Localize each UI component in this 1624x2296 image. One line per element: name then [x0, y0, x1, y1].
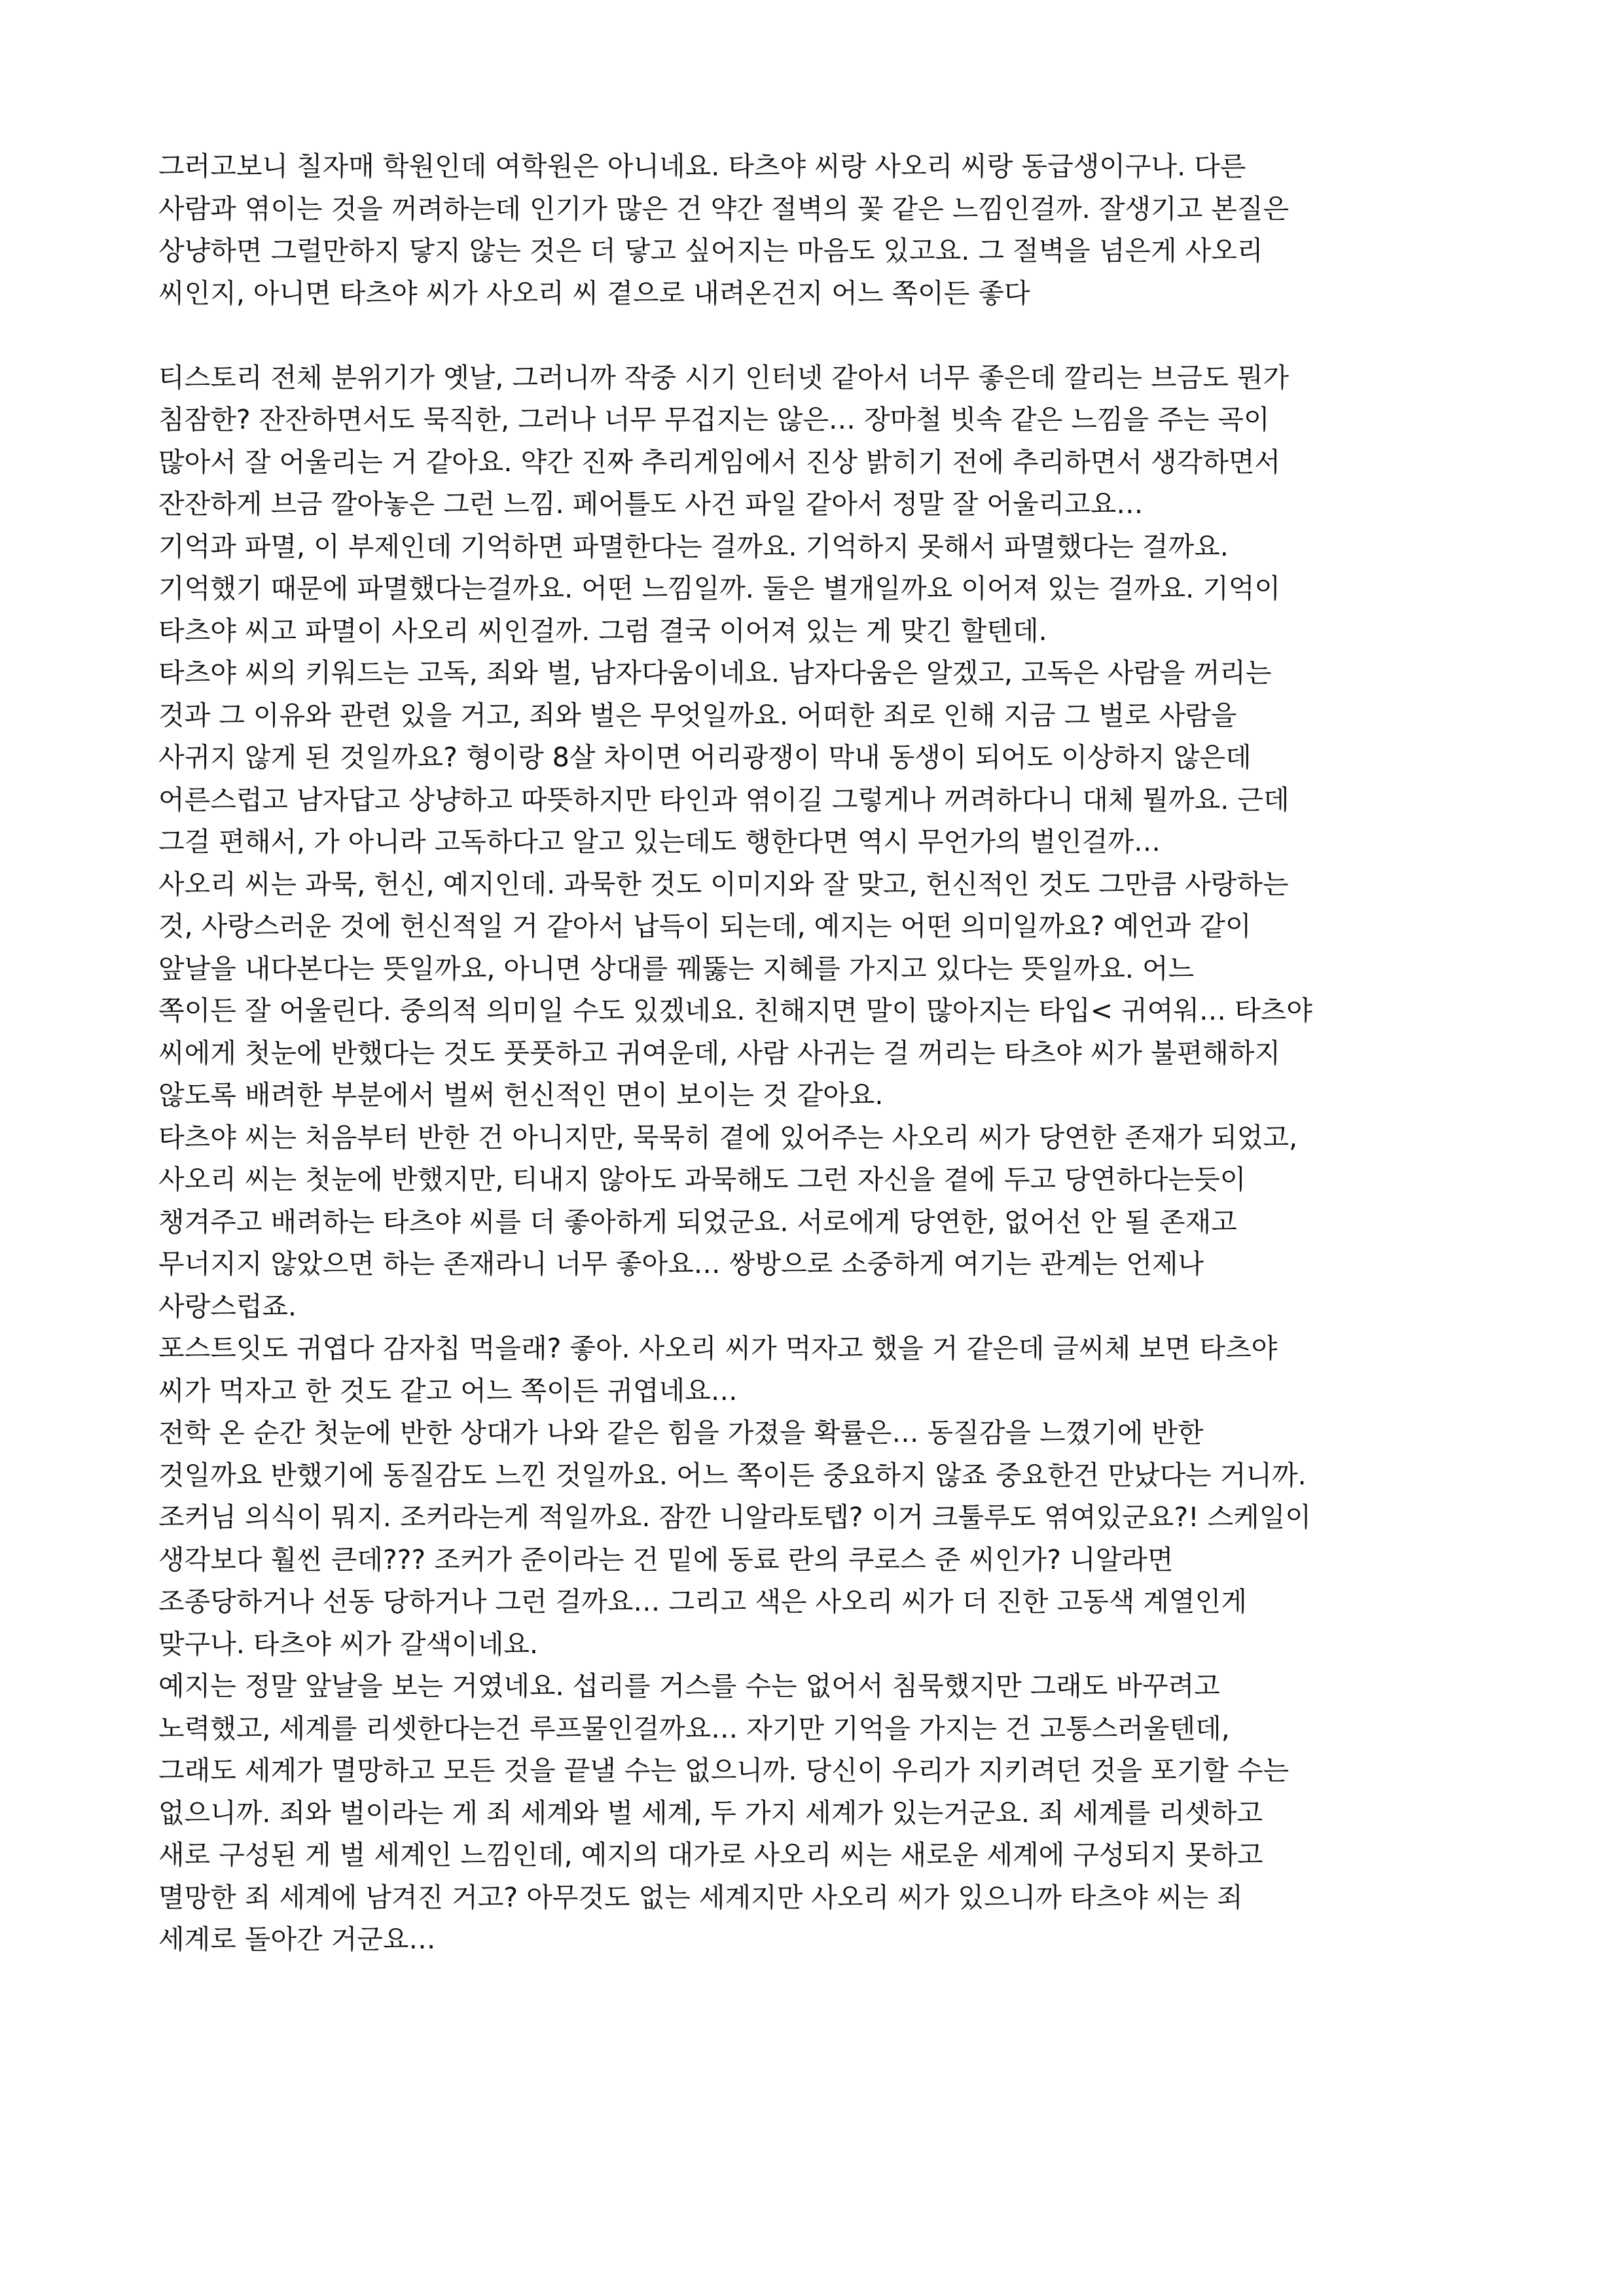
text-line: 맞구나. 타츠야 씨가 갈색이네요. — [158, 1628, 539, 1660]
text-line: 사귀지 않게 된 것일까요? 형이랑 8살 차이면 어리광쟁이 막내 동생이 되어도 이상하지 않은데 — [158, 742, 1252, 773]
text-line: 포스트잇도 귀엽다 감자칩 먹을래? 좋아. 사오리 씨가 먹자고 했을 거 같은데 글씨체 보면 타츠야 — [158, 1333, 1278, 1364]
text-line: 사오리 씨는 과묵, 헌신, 예지인데. 과묵한 것도 이미지와 잘 맞고, 헌신적인 것도 그만큼 사랑하는 — [158, 868, 1289, 900]
text-line: 앞날을 내다본다는 뜻일까요, 아니면 상대를 꿰뚫는 지혜를 가지고 있다는 뜻일까요. 어느 — [158, 952, 1195, 984]
paragraph-gap — [158, 314, 1468, 357]
document-body — [158, 145, 1468, 1961]
text-line: 쪽이든 잘 어울린다. 중의적 의미일 수도 있겠네요. 친해지면 말이 많아지는 타입< 귀여워… 타츠야 — [158, 995, 1312, 1026]
text-line: 그걸 편해서, 가 아니라 고독하다고 알고 있는데도 행한다면 역시 무언가의 벌인걸까… — [158, 826, 1161, 857]
text-line: 어른스럽고 남자답고 상냥하고 따뜻하지만 타인과 엮이길 그렇게나 꺼려하다니 대체 뭘까요. 근데 — [158, 783, 1290, 816]
text-line: 타츠야 씨는 처음부터 반한 건 아니지만, 묵묵히 곁에 있어주는 사오리 씨가 당연한 존재가 되었고, — [158, 1121, 1298, 1153]
text-line: 것일까요 반했기에 동질감도 느낀 것일까요. 어느 쪽이든 중요하지 않죠 중요한건 만났다는 거니까. — [158, 1459, 1307, 1491]
text-line: 무너지지 않았으면 하는 존재라니 너무 좋아요… 쌍방으로 소중하게 여기는 관계는 언제나 — [158, 1248, 1204, 1280]
text-line: 조커님 의식이 뭐지. 조커라는게 적일까요. 잠깐 니알라토텝? 이거 크툴루도 엮여있군요?! 스케일이 — [158, 1501, 1311, 1533]
text-line: 씨인지, 아니면 타츠야 씨가 사오리 씨 곁으로 내려온건지 어느 쪽이든 좋다 — [158, 277, 1030, 309]
text-line: 조종당하거나 선동 당하거나 그런 걸까요… 그리고 색은 사오리 씨가 더 진한 고동색 계열인게 — [158, 1586, 1247, 1617]
text-line: 예지는 정말 앞날을 보는 거였네요. 섭리를 거스를 수는 없어서 침묵했지만 그래도 바꾸려고 — [158, 1670, 1220, 1702]
text-line: 타츠야 씨고 파멸이 사오리 씨인걸까. 그럼 결국 이어져 있는 게 맞긴 할텐데. — [158, 615, 1047, 647]
text-line: 사랑스럽죠. — [158, 1290, 297, 1322]
text-line: 않도록 배려한 부분에서 벌써 헌신적인 면이 보이는 것 같아요. — [158, 1079, 884, 1111]
text-line: 사오리 씨는 첫눈에 반했지만, 티내지 않아도 과묵해도 그런 자신을 곁에 두고 당연하다는듯이 — [158, 1164, 1246, 1195]
text-line: 침잠한? 잔잔하면서도 묵직한, 그러나 너무 무겁지는 않은… 장마철 빗속 같은 느낌을 주는 곡이 — [158, 404, 1270, 435]
text-line: 것, 사랑스러운 것에 헌신적일 거 같아서 납득이 되는데, 예지는 어떤 의미일까요? 예언과 같이 — [158, 910, 1252, 942]
text-line: 전학 온 순간 첫눈에 반한 상대가 나와 같은 힘을 가졌을 확률은… 동질감을 느꼈기에 반한 — [158, 1417, 1204, 1448]
text-line: 그래도 세계가 멸망하고 모든 것을 끝낼 수는 없으니까. 당신이 우리가 지키려던 것을 포기할 수는 — [158, 1755, 1290, 1786]
text-line: 잔잔하게 브금 깔아놓은 그런 느낌. 페어틀도 사건 파일 같아서 정말 잘 어울리고요… — [158, 488, 1144, 520]
text-line: 노력했고, 세계를 리셋한다는건 루프물인걸까요… 자기만 기억을 가지는 건 고통스러울텐데, — [158, 1712, 1230, 1744]
text-line: 티스토리 전체 분위기가 옛날, 그러니까 작중 시기 인터넷 같아서 너무 좋은데 깔리는 브금도 뭔가 — [158, 361, 1290, 393]
text-line: 기억과 파멸, 이 부제인데 기억하면 파멸한다는 걸까요. 기억하지 못해서 파멸했다는 걸까요. — [158, 530, 1229, 562]
text-line: 멸망한 죄 세계에 남겨진 거고? 아무것도 없는 세계지만 사오리 씨가 있으니까 타츠야 씨는 죄 — [158, 1881, 1243, 1913]
text-line: 기억했기 때문에 파멸했다는걸까요. 어떤 느낌일까. 둘은 별개일까요 이어져 있는 걸까요. 기억이 — [158, 573, 1281, 604]
text-line: 없으니까. 죄와 벌이라는 게 죄 세계와 벌 세계, 두 가지 세계가 있는거군요. 죄 세계를 리셋하고 — [158, 1797, 1263, 1829]
paragraph-1 — [158, 145, 1468, 314]
text-line: 것과 그 이유와 관련 있을 거고, 죄와 벌은 무엇일까요. 어떠한 죄로 인해 지금 그 벌로 사람을 — [158, 699, 1237, 731]
text-line: 씨에게 첫눈에 반했다는 것도 풋풋하고 귀여운데, 사람 사귀는 걸 꺼리는 타츠야 씨가 불편해하지 — [158, 1037, 1281, 1069]
text-line: 상냥하면 그럴만하지 닿지 않는 것은 더 닿고 싶어지는 마음도 있고요. 그 절벽을 넘은게 사오리 — [158, 235, 1263, 266]
text-line: 씨가 먹자고 한 것도 같고 어느 쪽이든 귀엽네요… — [158, 1374, 738, 1407]
text-line: 생각보다 훨씬 큰데??? 조커가 준이라는 건 밑에 동료 란의 쿠로스 준 씨인가? 니알라면 — [158, 1543, 1174, 1575]
text-line: 많아서 잘 어울리는 거 같아요. 약간 진짜 추리게임에서 진상 밝히기 전에 추리하면서 생각하면서 — [158, 446, 1281, 478]
text-line: 세계로 돌아간 거군요… — [158, 1924, 436, 1955]
text-line: 챙겨주고 배려하는 타츠야 씨를 더 좋아하게 되었군요. 서로에게 당연한, 없어선 안 될 존재고 — [158, 1206, 1237, 1238]
text-line: 사람과 엮이는 것을 꺼려하는데 인기가 많은 건 약간 절벽의 꽃 같은 느낌인걸까. 잘생기고 본질은 — [158, 192, 1290, 224]
text-line: 타츠야 씨의 키워드는 고독, 죄와 벌, 남자다움이네요. 남자다움은 알겠고, 고독은 사람을 꺼리는 — [158, 657, 1272, 689]
text-line: 새로 구성된 게 벌 세계인 느낌인데, 예지의 대가로 사오리 씨는 새로운 세계에 구성되지 못하고 — [158, 1839, 1263, 1871]
paragraph-2 — [158, 357, 1468, 1961]
text-line: 그러고보니 칠자매 학원인데 여학원은 아니네요. 타츠야 씨랑 사오리 씨랑 동급생이구나. 다른 — [158, 151, 1246, 182]
